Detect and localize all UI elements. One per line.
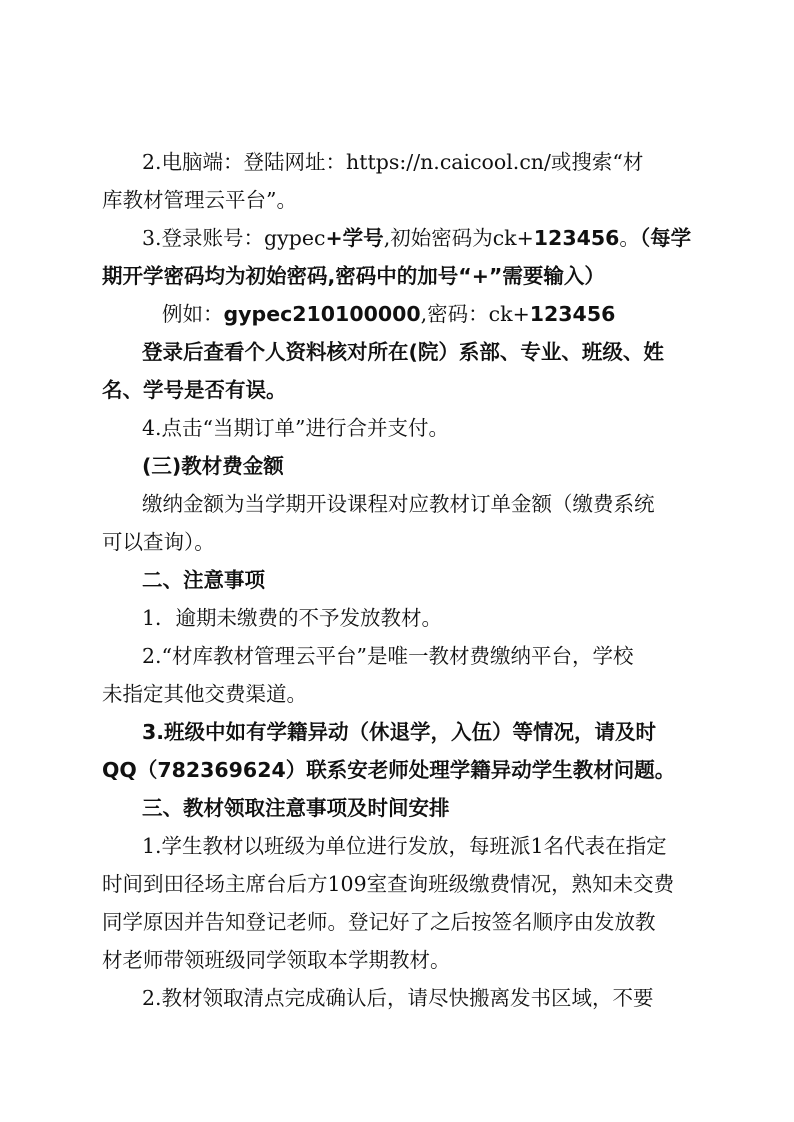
login-step3-line1 xyxy=(142,228,691,249)
step3-bold-3: （每学 xyxy=(639,226,692,250)
pickup-item2-line1: 2.教材领取清点完成确认后，请尽快搬离发书区域，不要 xyxy=(142,986,654,1010)
notes-item1: 1．逾期未缴费的不予发放教材。 xyxy=(142,606,443,630)
step3-bold-1: +学号 xyxy=(325,226,384,250)
notes-item3-line2: QQ（782369624）联系安老师处理学籍异动学生教材问题。 xyxy=(102,758,676,782)
login-verify-line1: 登录后查看个人资料核对所在(院）系部、专业、班级、姓 xyxy=(142,340,664,364)
fee-heading: (三)教材费金额 xyxy=(142,454,284,478)
example-label: 例如： xyxy=(162,302,224,326)
step3-text-2: ,初始密码为ck+ xyxy=(383,226,534,250)
notes-heading: 二、注意事项 xyxy=(142,568,265,592)
notes-item3-line1: 3.班级中如有学籍异动（休退学，入伍）等情况，请及时 xyxy=(142,720,657,744)
login-example-line xyxy=(162,304,615,325)
fee-desc-line1: 缴纳金额为当学期开设课程对应教材订单金额（缴费系统 xyxy=(142,492,655,516)
login-step2-line1: 2.电脑端：登陆网址：https://n.caicool.cn/或搜索“材 xyxy=(142,150,644,174)
step3-text-1: 3.登录账号：gypec xyxy=(142,226,326,250)
step3-text-3: 。 xyxy=(619,226,640,250)
login-step3-line2: 期开学密码均为初始密码,密码中的加号“+”需要输入） xyxy=(102,264,605,288)
fee-desc-line2: 可以查询）。 xyxy=(102,530,215,554)
pickup-item1-line4: 材老师带领班级同学领取本学期教材。 xyxy=(102,948,451,972)
login-step4: 4.点击“当期订单”进行合并支付。 xyxy=(142,416,450,440)
login-verify-line2: 名、学号是否有误。 xyxy=(102,378,287,402)
pickup-item1-line1: 1.学生教材以班级为单位进行发放，每班派1名代表在指定 xyxy=(142,834,667,858)
example-mid: ,密码：ck+ xyxy=(420,302,530,326)
pickup-heading: 三、教材领取注意事项及时间安排 xyxy=(142,796,450,820)
step3-bold-2: 123456 xyxy=(533,226,620,250)
example-account: gypec210100000 xyxy=(223,302,421,326)
pickup-item1-line3: 同学原因并告知登记老师。登记好了之后按签名顺序由发放教 xyxy=(102,910,656,934)
login-step2-line2: 库教材管理云平台”。 xyxy=(102,188,297,212)
notes-item2-line2: 未指定其他交费渠道。 xyxy=(102,682,307,706)
example-password: 123456 xyxy=(529,302,616,326)
pickup-item1-line2: 时间到田径场主席台后方109室查询班级缴费情况，熟知未交费 xyxy=(102,872,675,896)
notes-item2-line1: 2.“材库教材管理云平台”是唯一教材费缴纳平台，学校 xyxy=(142,644,634,668)
